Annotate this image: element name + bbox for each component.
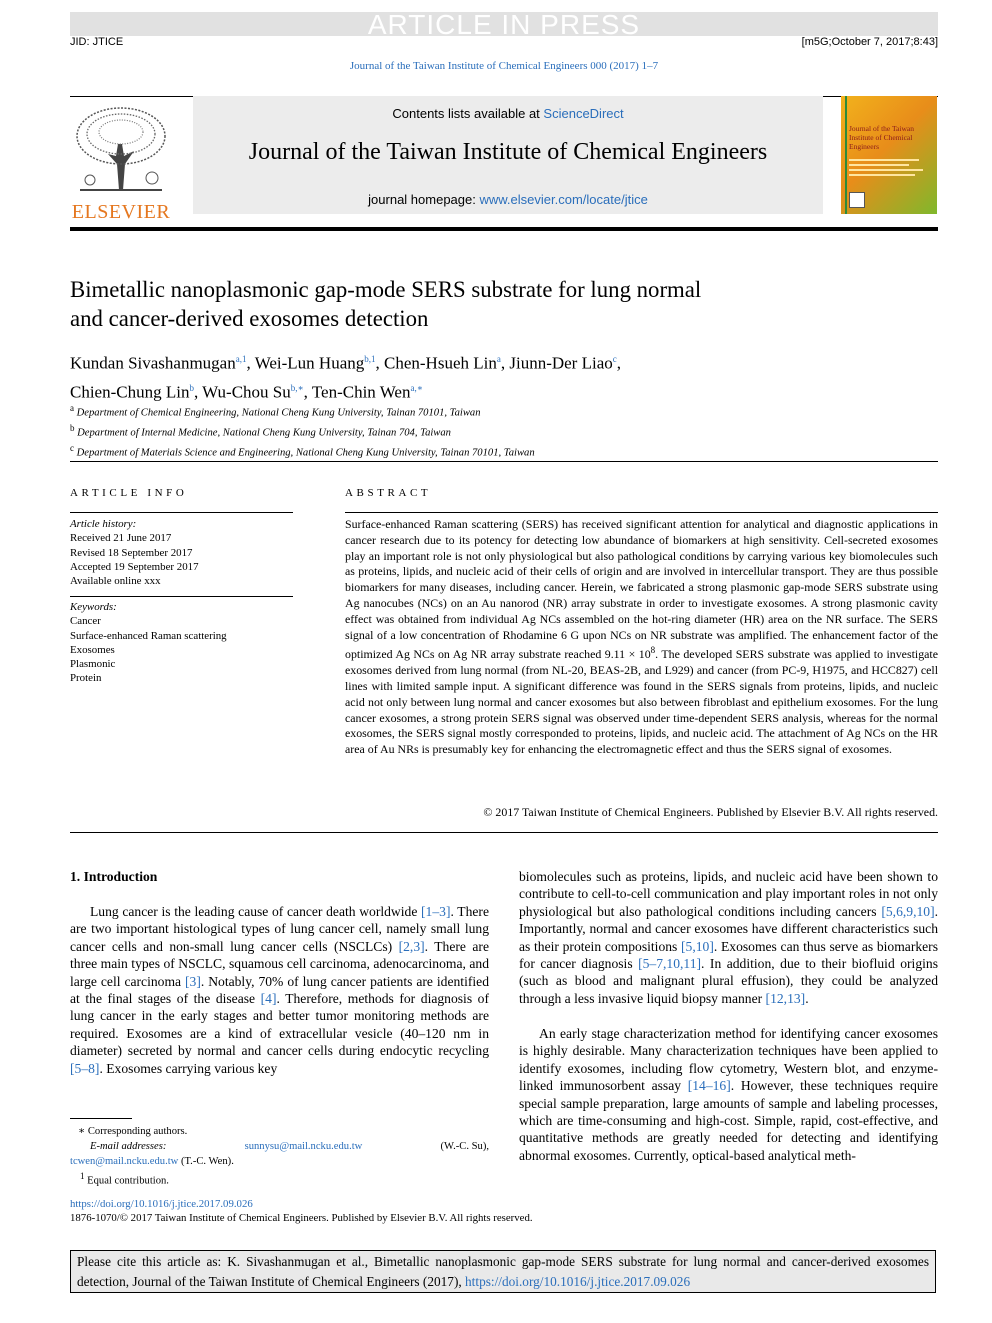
abstract-text: Surface-enhanced Raman scattering (SERS) has received significant attention for analytical and diagnostic applications in cancer research due to its potency for detecting low abundance of biomarkers at high sensitivity. Cell-secreted exosomes play an important role is not only physiological but also pathological conditions by carrying various key biomolecules such as proteins, lipids, and nucleic acid of their cells of origin and are involved in intercellular transport. They are thus possible biomarkers for many diseases, including cancer. Herein, we fabricated a strong plasmonic gap-mode SERS substrate using Ag nanocubes (NCs) on an Au nanorod (NR) array substrate in order to investigate exosomes. A strong plasmonic cavity effect was obtained from individual Ag NCs assembled on the hot-ring diameter (HR) area on the NR surface. The SERS signal of a low concentration of Rhodamine 6 G upon NCs on NR substrate was amplified. The enhancement factor of the optimized Ag NCs on Ag NR array substrate reached 9.11 × 10 xyxy=(345,517,938,662)
abstract-heading: ABSTRACT xyxy=(345,487,432,499)
jid-label: JID: JTICE xyxy=(70,36,124,48)
affiliation-text: Department of Materials Science and Engineering, National Cheng Kung University, Tainan 70101, Taiwan xyxy=(74,447,535,459)
abstract-exponent: 8 xyxy=(650,645,656,656)
author-affiliation-sup[interactable]: a,1 xyxy=(235,354,247,364)
running-journal-link[interactable]: Journal of the Taiwan Institute of Chemical Engineers 000 (2017) 1–7 xyxy=(349,60,659,72)
title-line-1: Bimetallic nanoplasmonic gap-mode SERS substrate for lung normal xyxy=(70,277,702,302)
article-title xyxy=(70,275,910,333)
paragraph-text: biomolecules such as proteins, lipids, and nucleic acid have been shown to contribute to cell-to-cell communication and play important roles in not only physiological but also pathological conditions including cancers xyxy=(519,869,938,919)
abstract-copyright: © 2017 Taiwan Institute of Chemical Engineers. Published by Elsevier B.V. All rights reserved. xyxy=(483,805,938,819)
keywords-label: Keywords: xyxy=(70,601,117,613)
keyword: Surface-enhanced Raman scattering xyxy=(70,629,227,642)
citation-link[interactable]: [1–3] xyxy=(421,904,451,919)
author-name[interactable]: Jiunn-Der Liao xyxy=(509,353,613,373)
author-name[interactable]: Chien-Chung Lin xyxy=(70,382,190,402)
author-affiliation-sup[interactable]: a xyxy=(496,354,501,364)
citation-link[interactable]: [4] xyxy=(260,991,277,1007)
title-line-2: and cancer-derived exosomes detection xyxy=(70,306,429,331)
article-info-heading: ARTICLE INFO xyxy=(70,487,188,499)
affiliation-text: Department of Internal Medicine, National Cheng Kung University, Tainan 704, Taiwan xyxy=(74,427,451,439)
paragraph-text: Lung cancer is the leading cause of cancer death worldwide xyxy=(90,904,422,919)
equal-marker: 1 xyxy=(80,1171,85,1181)
paragraph-text: . There are three main types of NSCLC, squamous cell carcinoma, adenocarcinoma, and large cell carcinoma xyxy=(70,938,489,989)
author-affiliation-sup[interactable]: c xyxy=(612,354,617,364)
elsevier-wordmark: ELSEVIER xyxy=(71,201,171,223)
author-separator: , xyxy=(500,353,510,373)
author-name[interactable]: Ten-Chin Wen xyxy=(311,382,411,402)
author-list xyxy=(70,347,621,404)
contents-line xyxy=(193,106,823,121)
author-affiliation-sup[interactable]: b xyxy=(189,382,194,393)
citation-link[interactable]: [5–7,10,11] xyxy=(638,956,702,972)
citation-box xyxy=(70,1250,936,1293)
contents-prefix: Contents lists available at xyxy=(392,106,540,121)
citation-link[interactable]: [5–8] xyxy=(70,1060,100,1076)
history-item: Accepted 19 September 2017 xyxy=(70,560,199,573)
citation-link[interactable]: [3] xyxy=(185,973,201,989)
elsevier-logo[interactable] xyxy=(70,104,172,223)
author-separator: , xyxy=(246,353,255,373)
keyword: Exosomes xyxy=(70,643,115,656)
cover-logo-icon xyxy=(849,192,865,208)
journal-title: Journal of the Taiwan Institute of Chemical Engineers xyxy=(248,139,768,165)
keyword: Cancer xyxy=(70,615,101,628)
keyword: Plasmonic xyxy=(70,658,116,671)
citation-link[interactable]: [2,3] xyxy=(398,938,425,954)
citation-link[interactable]: [5,10] xyxy=(681,938,714,954)
history-list xyxy=(70,531,293,588)
affiliation-sup: c xyxy=(70,443,74,454)
author-affiliation-sup[interactable]: b,1 xyxy=(364,354,376,364)
equal-contribution-note: Equal contribution. xyxy=(87,1175,169,1187)
author-separator: , xyxy=(375,353,385,373)
history-item: Available online xxx xyxy=(70,575,161,588)
paragraph-text: . Therefore, methods for diagnosis of lung cancer in the early stages and better tumor monitoring methods are required. Exosomes are a kind of extracellular vesicle (40–120 nm in diameter) secreted by normal and cancer cells during endocytic recycling xyxy=(70,991,490,1059)
affiliation xyxy=(70,401,535,421)
abstract-text-cont: . The developed SERS substrate was applied to investigate exosomes derived from lung normal (from NL-20, BEAS-2B, and L929) and cancer (from PC-9, H1975, and HCC827) cell lines with limited sample input. A significant difference was found in the SERS signals from proteins, lipids, and nucleic acid not only between lung normal and cancer exosomes but also between fibroblast and epithelium exosomes. For the lung cancer exosomes, a strong protein SERS signal was observed under time-dependent SERS analysis, whereas for the normal exosomes, the SERS signal mostly corresponded to proteins, lipids, and nucleic acid. The attachment of Ag NCs on the HR area of Au NRs is presumably key for enhancing the electromagnetic effect and thus the SERS signal of exosomes. xyxy=(345,647,938,757)
paragraph-text: . In addition, due to their biofluid origins (such as blood and malignant plural effusion), they could be analyzed through a less invasive liquid biopsy manner xyxy=(519,956,938,1006)
issn-line: 1876-1070/© 2017 Taiwan Institute of Chemical Engineers. Published by Elsevier B.V. All rights reserved. xyxy=(70,1212,533,1224)
author-affiliation-sup[interactable]: a,∗ xyxy=(410,382,423,393)
cover-title: Journal of the Taiwan Institute of Chemical Engineers xyxy=(849,124,914,151)
affiliation xyxy=(70,421,535,441)
affiliation-text: Department of Chemical Engineering, National Cheng Kung University, Tainan 70101, Taiwan xyxy=(74,407,481,419)
author-line-2 xyxy=(70,376,621,405)
section-heading-introduction: 1. Introduction xyxy=(70,869,158,884)
author-separator: , xyxy=(616,353,621,373)
paragraph-text: . Importantly, normal and cancer exosomes have different characteristics such as their protein compositions xyxy=(519,903,938,954)
paragraph-text: . Notably, 70% of lung cancer patients are identified at the final stages of the disease xyxy=(70,973,489,1007)
author-separator: , xyxy=(303,382,312,402)
citation-text: Please cite this article as: K. Sivashanmugan et al., Bimetallic nanoplasmonic gap-mode SERS substrate for lung normal and cancer-derived exosomes detection, Journal of the Taiwan Institute of Chemical Engineers (2017), xyxy=(77,1254,929,1289)
affiliations xyxy=(70,401,535,461)
author-name[interactable]: Chen-Hsueh Lin xyxy=(384,353,497,373)
paragraph-text: . There are two important histological types of lung cancer cell, namely small lung cancer cells and non-small lung cancer cells (NSCLCs) xyxy=(70,904,489,954)
cover-text-lines xyxy=(849,156,929,179)
keyword: Protein xyxy=(70,672,102,685)
article-history xyxy=(70,517,293,588)
footnotes xyxy=(70,1124,489,1189)
paragraph-text: . Exosomes can thus serve as biomarkers for cancer diagnosis xyxy=(519,938,938,972)
homepage-prefix: journal homepage: xyxy=(368,192,476,207)
history-item: Received 21 June 2017 xyxy=(70,532,172,545)
paragraph-text: . Exosomes carrying various key xyxy=(99,1060,278,1076)
keywords xyxy=(70,600,293,686)
timestamp: [m5G;October 7, 2017;8:43] xyxy=(801,36,938,48)
paragraph-text: . xyxy=(805,990,809,1006)
keyword-list xyxy=(70,614,293,685)
author-separator: , xyxy=(193,382,203,402)
article-in-press-banner: ARTICLE IN PRESS xyxy=(70,12,938,36)
sciencedirect-link[interactable]: ScienceDirect xyxy=(543,106,624,121)
email-label: E-mail addresses: xyxy=(90,1141,167,1152)
elsevier-tree-icon xyxy=(70,104,172,194)
doi-link[interactable]: https://doi.org/10.1016/j.jtice.2017.09.026 xyxy=(70,1198,253,1210)
email-line xyxy=(70,1139,489,1154)
email-link-su[interactable]: sunnysu@mail.ncku.edu.tw xyxy=(244,1141,363,1152)
author-name[interactable]: Wu-Chou Su xyxy=(202,382,291,402)
paragraph-text: . However, these techniques require special sample preparation, large amounts of sample and labeling processes, which are time-consuming and high-cost. Simple, rapid, cost-effective, and quantitative methods are greatly needed for detecting and identifying abnormal exosomes. Currently, optical-based analytical meth- xyxy=(519,1078,938,1163)
affiliation xyxy=(70,441,535,461)
author-affiliation-sup[interactable]: b,∗ xyxy=(290,382,304,393)
author-name[interactable]: Wei-Lun Huang xyxy=(254,353,365,373)
affiliation-sup: b xyxy=(70,423,75,434)
email-owner-wen: (T.-C. Wen). xyxy=(180,1156,234,1167)
corresponding-note: Corresponding authors. xyxy=(87,1126,188,1137)
citation-link[interactable]: [5,6,9,10] xyxy=(881,903,935,919)
journal-cover[interactable] xyxy=(841,96,937,214)
intro-paragraph-2 xyxy=(519,868,938,1007)
corresponding-marker: ∗ xyxy=(78,1126,88,1137)
abstract-body xyxy=(345,517,938,758)
email-owner-su: (W.-C. Su), xyxy=(440,1141,489,1152)
author-line-1 xyxy=(70,347,621,376)
citation-doi-link[interactable]: https://doi.org/10.1016/j.jtice.2017.09.026 xyxy=(465,1274,691,1289)
intro-paragraph-3 xyxy=(519,1025,938,1164)
citation-link[interactable]: [14–16] xyxy=(687,1078,731,1094)
paragraph-text: An early stage characterization method for identifying cancer exosomes is highly desirable. Many characterization techniques have been applied to identify exosomes, including flow cytometry, Western blot, and enzyme-linked immunosorbent assay xyxy=(519,1026,938,1094)
citation-link[interactable]: [12,13] xyxy=(765,990,806,1006)
history-label: Article history: xyxy=(70,518,137,530)
history-item: Revised 18 September 2017 xyxy=(70,546,193,559)
intro-paragraph-1 xyxy=(70,903,489,1077)
author-name[interactable]: Kundan Sivashanmugan xyxy=(70,353,236,373)
homepage-line xyxy=(193,192,823,207)
homepage-link[interactable]: www.elsevier.com/locate/jtice xyxy=(479,192,648,207)
email-link-wen[interactable]: tcwen@mail.ncku.edu.tw xyxy=(70,1156,179,1167)
journal-masthead xyxy=(193,96,823,214)
affiliation-sup: a xyxy=(70,403,74,413)
